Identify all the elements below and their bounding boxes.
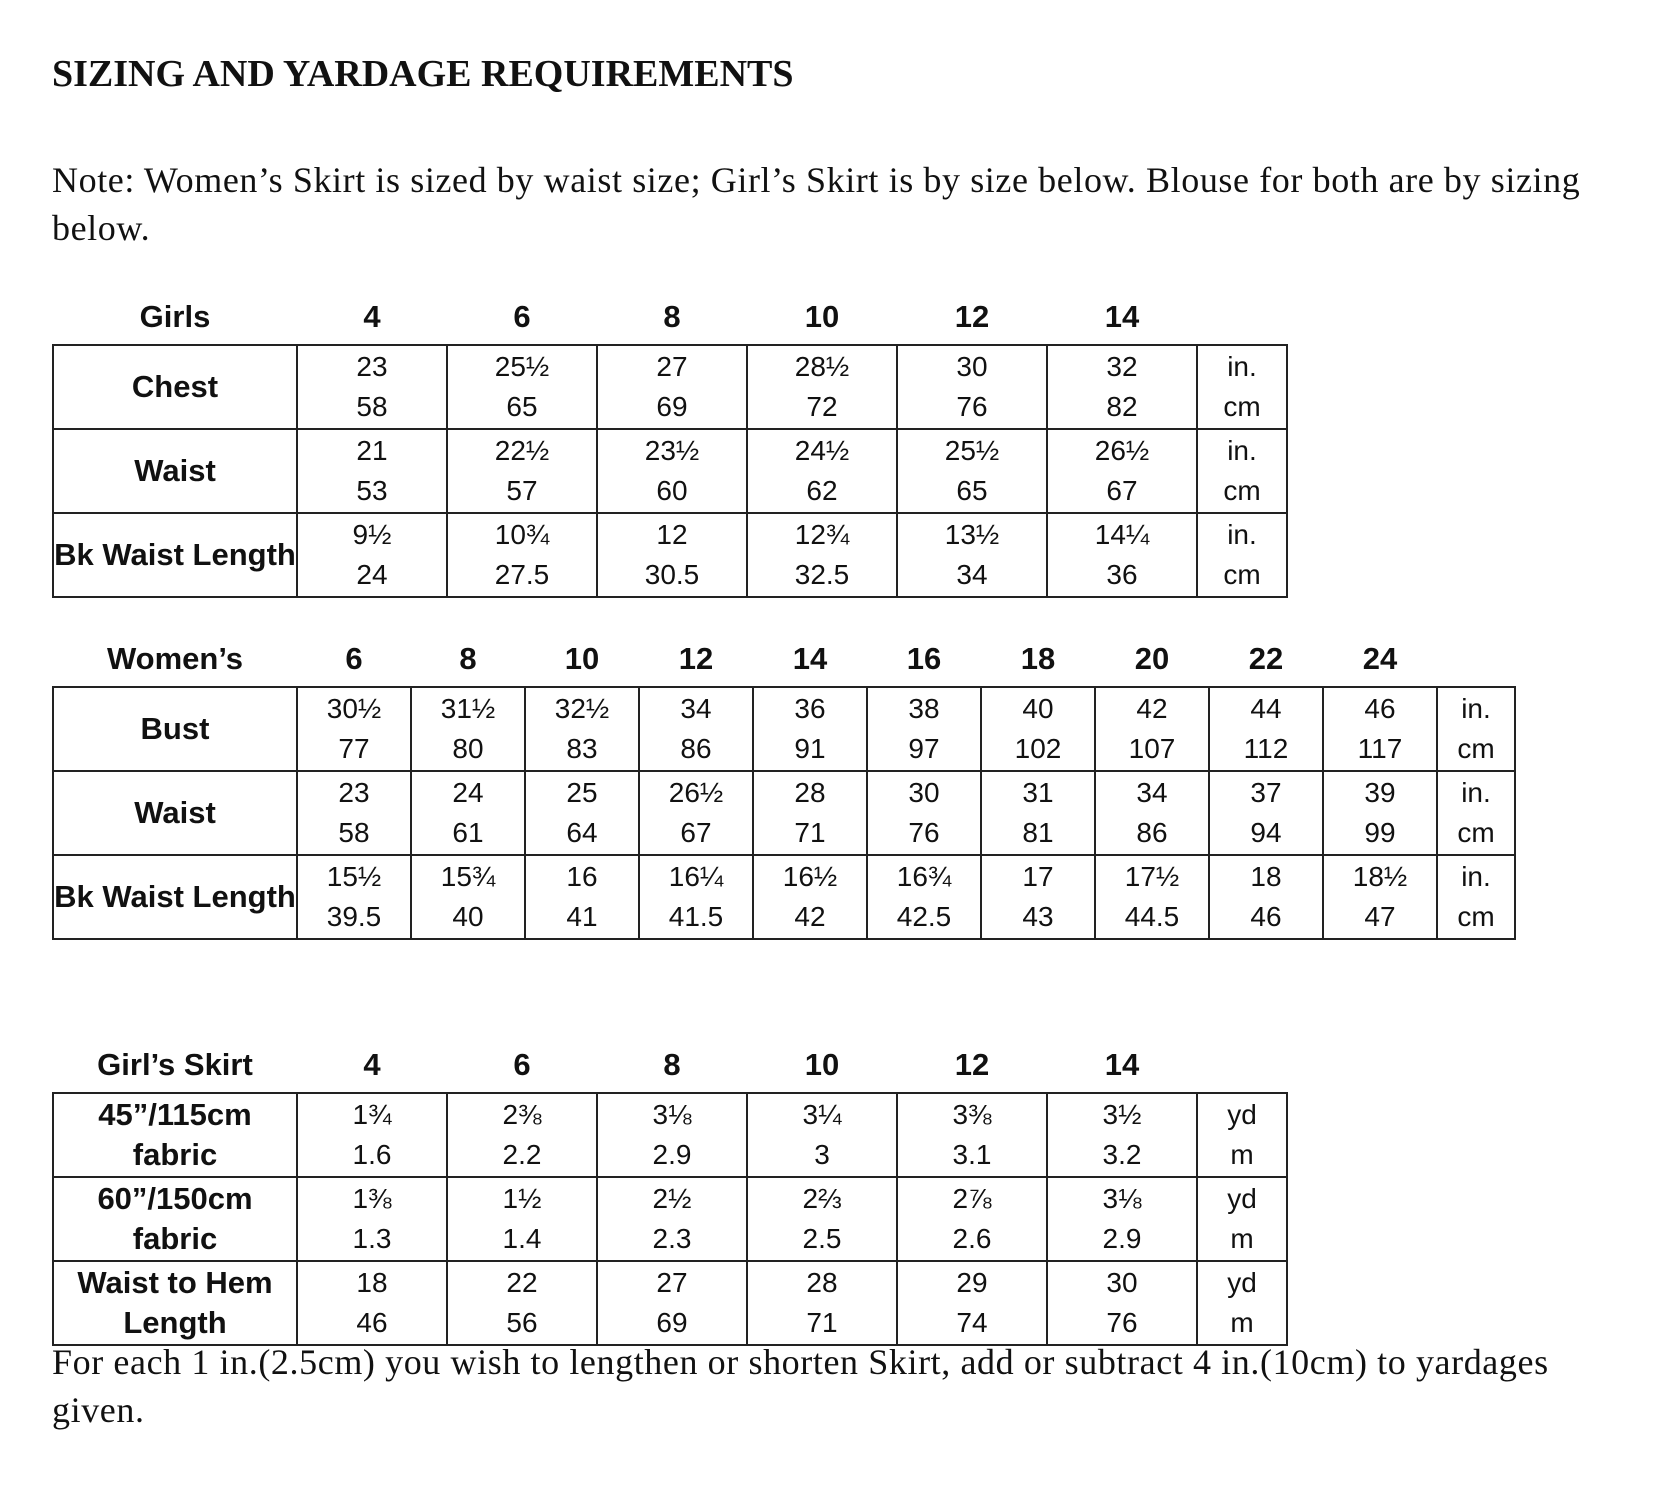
metric-value: 61 — [452, 817, 484, 848]
imperial-value: 30 — [1106, 1267, 1138, 1298]
girls-header-row — [53, 290, 1287, 345]
imperial-value: 16¾ — [896, 861, 952, 892]
measurement-cell — [1047, 513, 1197, 597]
metric-value: 46 — [356, 1307, 388, 1338]
size-label: 8 — [663, 299, 681, 334]
imperial-value: 31 — [1022, 777, 1054, 808]
unit-cell — [1197, 345, 1287, 429]
metric-value: 76 — [908, 817, 940, 848]
imperial-value: 12¾ — [794, 519, 850, 550]
unit-label: yd — [1227, 1099, 1257, 1130]
size-label: 6 — [513, 299, 531, 334]
metric-value: 46 — [1250, 901, 1282, 932]
measurement-cell — [597, 1261, 747, 1345]
row-label: Chest — [53, 345, 297, 429]
measurement-cell — [411, 855, 525, 939]
measurement-cell — [297, 771, 411, 855]
size-label: 12 — [678, 641, 714, 676]
imperial-value: 25½ — [494, 351, 550, 382]
metric-value: 2.5 — [802, 1223, 842, 1254]
imperial-value: 34 — [680, 693, 712, 724]
unit-cell — [1197, 429, 1287, 513]
measurement-cell — [1209, 771, 1323, 855]
metric-value: 2.3 — [652, 1223, 692, 1254]
metric-value: 60 — [656, 475, 688, 506]
metric-value: 86 — [680, 733, 712, 764]
imperial-value: 2⅜ — [502, 1099, 542, 1130]
imperial-value: 3½ — [1102, 1099, 1142, 1130]
imperial-value: 26½ — [1094, 435, 1150, 466]
metric-value: 24 — [356, 559, 388, 590]
size-label: 20 — [1134, 641, 1170, 676]
metric-value: 65 — [506, 391, 538, 422]
imperial-value: 24½ — [794, 435, 850, 466]
metric-value: 42.5 — [896, 901, 952, 932]
unit-cell — [1197, 1261, 1287, 1345]
imperial-value: 1¾ — [352, 1099, 392, 1130]
metric-value: 102 — [1014, 733, 1062, 764]
metric-value: 41 — [566, 901, 598, 932]
size-label: 14 — [1104, 299, 1140, 334]
measurement-cell — [1323, 687, 1437, 771]
unit-label: cm — [1223, 391, 1261, 422]
imperial-value: 3⅜ — [952, 1099, 992, 1130]
measurement-cell — [297, 855, 411, 939]
metric-value: 82 — [1106, 391, 1138, 422]
metric-value: 3 — [814, 1139, 830, 1170]
row-label: Waist to Hem Length — [53, 1261, 297, 1345]
metric-value: 72 — [806, 391, 838, 422]
measurement-cell — [597, 1177, 747, 1261]
metric-value: 53 — [356, 475, 388, 506]
unit-label: in. — [1461, 777, 1491, 808]
measurement-cell — [1047, 429, 1197, 513]
measurement-cell — [297, 345, 447, 429]
size-label: 6 — [345, 641, 363, 676]
page-title: SIZING AND YARDAGE REQUIREMENTS — [52, 53, 794, 95]
metric-value: 67 — [680, 817, 712, 848]
imperial-value: 32½ — [554, 693, 610, 724]
unit-label: yd — [1227, 1183, 1257, 1214]
measurement-cell — [897, 345, 1047, 429]
imperial-value: 29 — [956, 1267, 988, 1298]
measurement-cell — [1323, 855, 1437, 939]
girls-size-table — [52, 290, 1288, 598]
metric-value: 76 — [1106, 1307, 1138, 1338]
imperial-value: 14¼ — [1094, 519, 1150, 550]
imperial-value: 17½ — [1124, 861, 1180, 892]
imperial-value: 16 — [566, 861, 598, 892]
metric-value: 39.5 — [326, 901, 382, 932]
measurement-cell — [597, 345, 747, 429]
imperial-value: 13½ — [944, 519, 1000, 550]
measurement-cell — [981, 771, 1095, 855]
metric-value: 86 — [1136, 817, 1168, 848]
imperial-value: 18 — [1250, 861, 1282, 892]
skirt-length-footnote: For each 1 in.(2.5cm) you wish to lengthen or shorten Skirt, add or subtract 4 in.(10cm) to yardages given. — [52, 1342, 1549, 1430]
metric-value: 3.1 — [952, 1139, 992, 1170]
metric-value: 99 — [1364, 817, 1396, 848]
metric-value: 40 — [452, 901, 484, 932]
metric-value: 56 — [506, 1307, 538, 1338]
size-label: 14 — [1104, 1047, 1140, 1082]
measurement-cell — [747, 345, 897, 429]
imperial-value: 34 — [1136, 777, 1168, 808]
size-label: 12 — [954, 299, 990, 334]
metric-value: 43 — [1022, 901, 1054, 932]
imperial-value: 23 — [338, 777, 370, 808]
metric-value: 71 — [806, 1307, 838, 1338]
imperial-value: 24 — [452, 777, 484, 808]
metric-value: 42 — [794, 901, 826, 932]
unit-label: yd — [1227, 1267, 1257, 1298]
unit-cell — [1437, 771, 1515, 855]
imperial-value: 1½ — [502, 1183, 542, 1214]
imperial-value: 22 — [506, 1267, 538, 1298]
table-row — [53, 1177, 1287, 1261]
unit-label: in. — [1227, 435, 1257, 466]
metric-value: 3.2 — [1102, 1139, 1142, 1170]
size-label: 6 — [513, 1047, 531, 1082]
unit-label: m — [1230, 1307, 1254, 1338]
unit-cell — [1437, 855, 1515, 939]
size-label: 8 — [459, 641, 477, 676]
measurement-cell — [1209, 855, 1323, 939]
imperial-value: 10¾ — [494, 519, 550, 550]
size-label: 18 — [1020, 641, 1056, 676]
imperial-value: 3⅛ — [652, 1099, 692, 1130]
metric-value: 64 — [566, 817, 598, 848]
metric-value: 2.2 — [502, 1139, 542, 1170]
measurement-cell — [753, 855, 867, 939]
measurement-cell — [897, 1261, 1047, 1345]
metric-value: 32.5 — [794, 559, 850, 590]
measurement-cell — [753, 771, 867, 855]
imperial-value: 28½ — [794, 351, 850, 382]
size-label: 16 — [906, 641, 942, 676]
measurement-cell — [981, 855, 1095, 939]
imperial-value: 37 — [1250, 777, 1282, 808]
measurement-cell — [597, 513, 747, 597]
measurement-cell — [525, 855, 639, 939]
skirt-table-title: Girl’s Skirt — [97, 1047, 253, 1082]
measurement-cell — [1095, 855, 1209, 939]
metric-value: 91 — [794, 733, 826, 764]
measurement-cell — [747, 1093, 897, 1177]
measurement-cell — [1047, 1177, 1197, 1261]
measurement-cell — [597, 1093, 747, 1177]
metric-value: 69 — [656, 391, 688, 422]
metric-value: 58 — [338, 817, 370, 848]
imperial-value: 36 — [794, 693, 826, 724]
imperial-value: 18½ — [1352, 861, 1408, 892]
metric-value: 30.5 — [644, 559, 700, 590]
measurement-cell — [447, 1093, 597, 1177]
measurement-cell — [897, 1093, 1047, 1177]
size-label: 8 — [663, 1047, 681, 1082]
size-label: 10 — [564, 641, 600, 676]
metric-value: 2.6 — [952, 1223, 992, 1254]
imperial-value: 16¼ — [668, 861, 724, 892]
table-row — [53, 771, 1515, 855]
metric-value: 117 — [1357, 733, 1403, 764]
measurement-cell — [447, 429, 597, 513]
measurement-cell — [897, 513, 1047, 597]
imperial-value: 17 — [1022, 861, 1054, 892]
unit-label: cm — [1457, 901, 1495, 932]
measurement-cell — [1047, 345, 1197, 429]
metric-value: 57 — [506, 475, 538, 506]
metric-value: 58 — [356, 391, 388, 422]
table-row — [53, 855, 1515, 939]
table-row — [53, 1261, 1287, 1345]
row-label: Bk Waist Length — [53, 513, 297, 597]
imperial-value: 32 — [1106, 351, 1138, 382]
imperial-value: 21 — [356, 435, 388, 466]
womens-header-row — [53, 632, 1515, 687]
measurement-cell — [447, 345, 597, 429]
measurement-cell — [525, 687, 639, 771]
imperial-value: 3⅛ — [1102, 1183, 1142, 1214]
imperial-value: 3¼ — [802, 1099, 842, 1130]
table-row — [53, 687, 1515, 771]
imperial-value: 31½ — [440, 693, 496, 724]
imperial-value: 2½ — [652, 1183, 692, 1214]
imperial-value: 2⅞ — [952, 1183, 992, 1214]
imperial-value: 38 — [908, 693, 940, 724]
girls-table-title: Girls — [139, 299, 211, 334]
table-row — [53, 513, 1287, 597]
unit-cell — [1197, 1177, 1287, 1261]
metric-value: 47 — [1364, 901, 1396, 932]
measurement-cell — [867, 687, 981, 771]
imperial-value: 44 — [1250, 693, 1282, 724]
row-label: Waist — [53, 429, 297, 513]
measurement-cell — [1323, 771, 1437, 855]
imperial-value: 26½ — [668, 777, 724, 808]
unit-label: in. — [1227, 519, 1257, 550]
metric-value: 76 — [956, 391, 988, 422]
table-row — [53, 345, 1287, 429]
metric-value: 81 — [1022, 817, 1054, 848]
measurement-cell — [1095, 771, 1209, 855]
measurement-cell — [747, 1177, 897, 1261]
imperial-value: 12 — [656, 519, 688, 550]
measurement-cell — [981, 687, 1095, 771]
girls-skirt-yardage-table — [52, 1038, 1288, 1346]
size-label: 14 — [792, 641, 828, 676]
metric-value: 1.3 — [352, 1223, 392, 1254]
measurement-cell — [411, 771, 525, 855]
metric-value: 65 — [956, 475, 988, 506]
measurement-cell — [447, 513, 597, 597]
measurement-cell — [639, 855, 753, 939]
measurement-cell — [1209, 687, 1323, 771]
measurement-cell — [597, 429, 747, 513]
metric-value: 34 — [956, 559, 988, 590]
metric-value: 83 — [566, 733, 598, 764]
metric-value: 1.4 — [502, 1223, 542, 1254]
table-row — [53, 429, 1287, 513]
metric-value: 2.9 — [1102, 1223, 1142, 1254]
measurement-cell — [639, 687, 753, 771]
unit-cell — [1197, 1093, 1287, 1177]
row-label: Bk Waist Length — [53, 855, 297, 939]
metric-value: 36 — [1106, 559, 1138, 590]
measurement-cell — [897, 1177, 1047, 1261]
imperial-value: 30½ — [326, 693, 382, 724]
unit-label: m — [1230, 1139, 1254, 1170]
metric-value: 41.5 — [668, 901, 724, 932]
size-label: 10 — [804, 1047, 840, 1082]
imperial-value: 39 — [1364, 777, 1396, 808]
size-label: 22 — [1248, 641, 1284, 676]
measurement-cell — [297, 1177, 447, 1261]
imperial-value: 15½ — [326, 861, 382, 892]
imperial-value: 22½ — [494, 435, 550, 466]
measurement-cell — [1047, 1261, 1197, 1345]
row-label: 45”/115cm fabric — [53, 1093, 297, 1177]
measurement-cell — [747, 1261, 897, 1345]
unit-label: m — [1230, 1223, 1254, 1254]
imperial-value: 42 — [1136, 693, 1168, 724]
measurement-cell — [897, 429, 1047, 513]
imperial-value: 28 — [794, 777, 826, 808]
unit-label: cm — [1457, 817, 1495, 848]
imperial-value: 9½ — [352, 519, 392, 550]
measurement-cell — [297, 1093, 447, 1177]
metric-value: 97 — [908, 733, 940, 764]
imperial-value: 16½ — [782, 861, 838, 892]
womens-size-table — [52, 632, 1516, 940]
imperial-value: 25½ — [944, 435, 1000, 466]
unit-cell — [1197, 513, 1287, 597]
imperial-value: 2⅔ — [802, 1183, 842, 1214]
imperial-value: 25 — [566, 777, 598, 808]
metric-value: 80 — [452, 733, 484, 764]
metric-value: 1.6 — [352, 1139, 392, 1170]
measurement-cell — [447, 1261, 597, 1345]
unit-label: cm — [1223, 475, 1261, 506]
measurement-cell — [447, 1177, 597, 1261]
metric-value: 112 — [1243, 733, 1289, 764]
metric-value: 74 — [956, 1307, 988, 1338]
size-label: 10 — [804, 299, 840, 334]
measurement-cell — [867, 855, 981, 939]
metric-value: 44.5 — [1124, 901, 1180, 932]
size-label: 12 — [954, 1047, 990, 1082]
unit-label: in. — [1461, 861, 1491, 892]
measurement-cell — [639, 771, 753, 855]
unit-label: in. — [1227, 351, 1257, 382]
imperial-value: 1⅜ — [352, 1183, 392, 1214]
imperial-value: 15¾ — [440, 861, 496, 892]
metric-value: 2.9 — [652, 1139, 692, 1170]
measurement-cell — [1047, 1093, 1197, 1177]
measurement-cell — [297, 687, 411, 771]
measurement-cell — [297, 513, 447, 597]
metric-value: 71 — [794, 817, 826, 848]
imperial-value: 18 — [356, 1267, 388, 1298]
unit-label: cm — [1457, 733, 1495, 764]
metric-value: 62 — [806, 475, 838, 506]
unit-cell — [1437, 687, 1515, 771]
imperial-value: 46 — [1364, 693, 1396, 724]
metric-value: 77 — [338, 733, 370, 764]
size-label: 4 — [363, 299, 381, 334]
metric-value: 69 — [656, 1307, 688, 1338]
skirt-header-row — [53, 1038, 1287, 1093]
unit-label: in. — [1461, 693, 1491, 724]
metric-value: 27.5 — [494, 559, 550, 590]
row-label: Waist — [53, 771, 297, 855]
measurement-cell — [1095, 687, 1209, 771]
size-label: 4 — [363, 1047, 381, 1082]
measurement-cell — [411, 687, 525, 771]
imperial-value: 40 — [1022, 693, 1054, 724]
imperial-value: 23½ — [644, 435, 700, 466]
metric-value: 107 — [1128, 733, 1176, 764]
imperial-value: 27 — [656, 1267, 688, 1298]
metric-value: 94 — [1250, 817, 1282, 848]
imperial-value: 27 — [656, 351, 688, 382]
womens-table-title: Women’s — [106, 641, 244, 676]
row-label: 60”/150cm fabric — [53, 1177, 297, 1261]
imperial-value: 28 — [806, 1267, 838, 1298]
row-label: Bust — [53, 687, 297, 771]
imperial-value: 23 — [356, 351, 388, 382]
measurement-cell — [297, 429, 447, 513]
sizing-note: Note: Women’s Skirt is sized by waist size; Girl’s Skirt is by size below. Blouse for both are by sizing below. — [52, 160, 1581, 248]
measurement-cell — [747, 429, 897, 513]
table-row — [53, 1093, 1287, 1177]
measurement-cell — [747, 513, 897, 597]
imperial-value: 30 — [908, 777, 940, 808]
measurement-cell — [867, 771, 981, 855]
measurement-cell — [525, 771, 639, 855]
metric-value: 67 — [1106, 475, 1138, 506]
imperial-value: 30 — [956, 351, 988, 382]
measurement-cell — [297, 1261, 447, 1345]
size-label: 24 — [1362, 641, 1398, 676]
measurement-cell — [753, 687, 867, 771]
unit-label: cm — [1223, 559, 1261, 590]
